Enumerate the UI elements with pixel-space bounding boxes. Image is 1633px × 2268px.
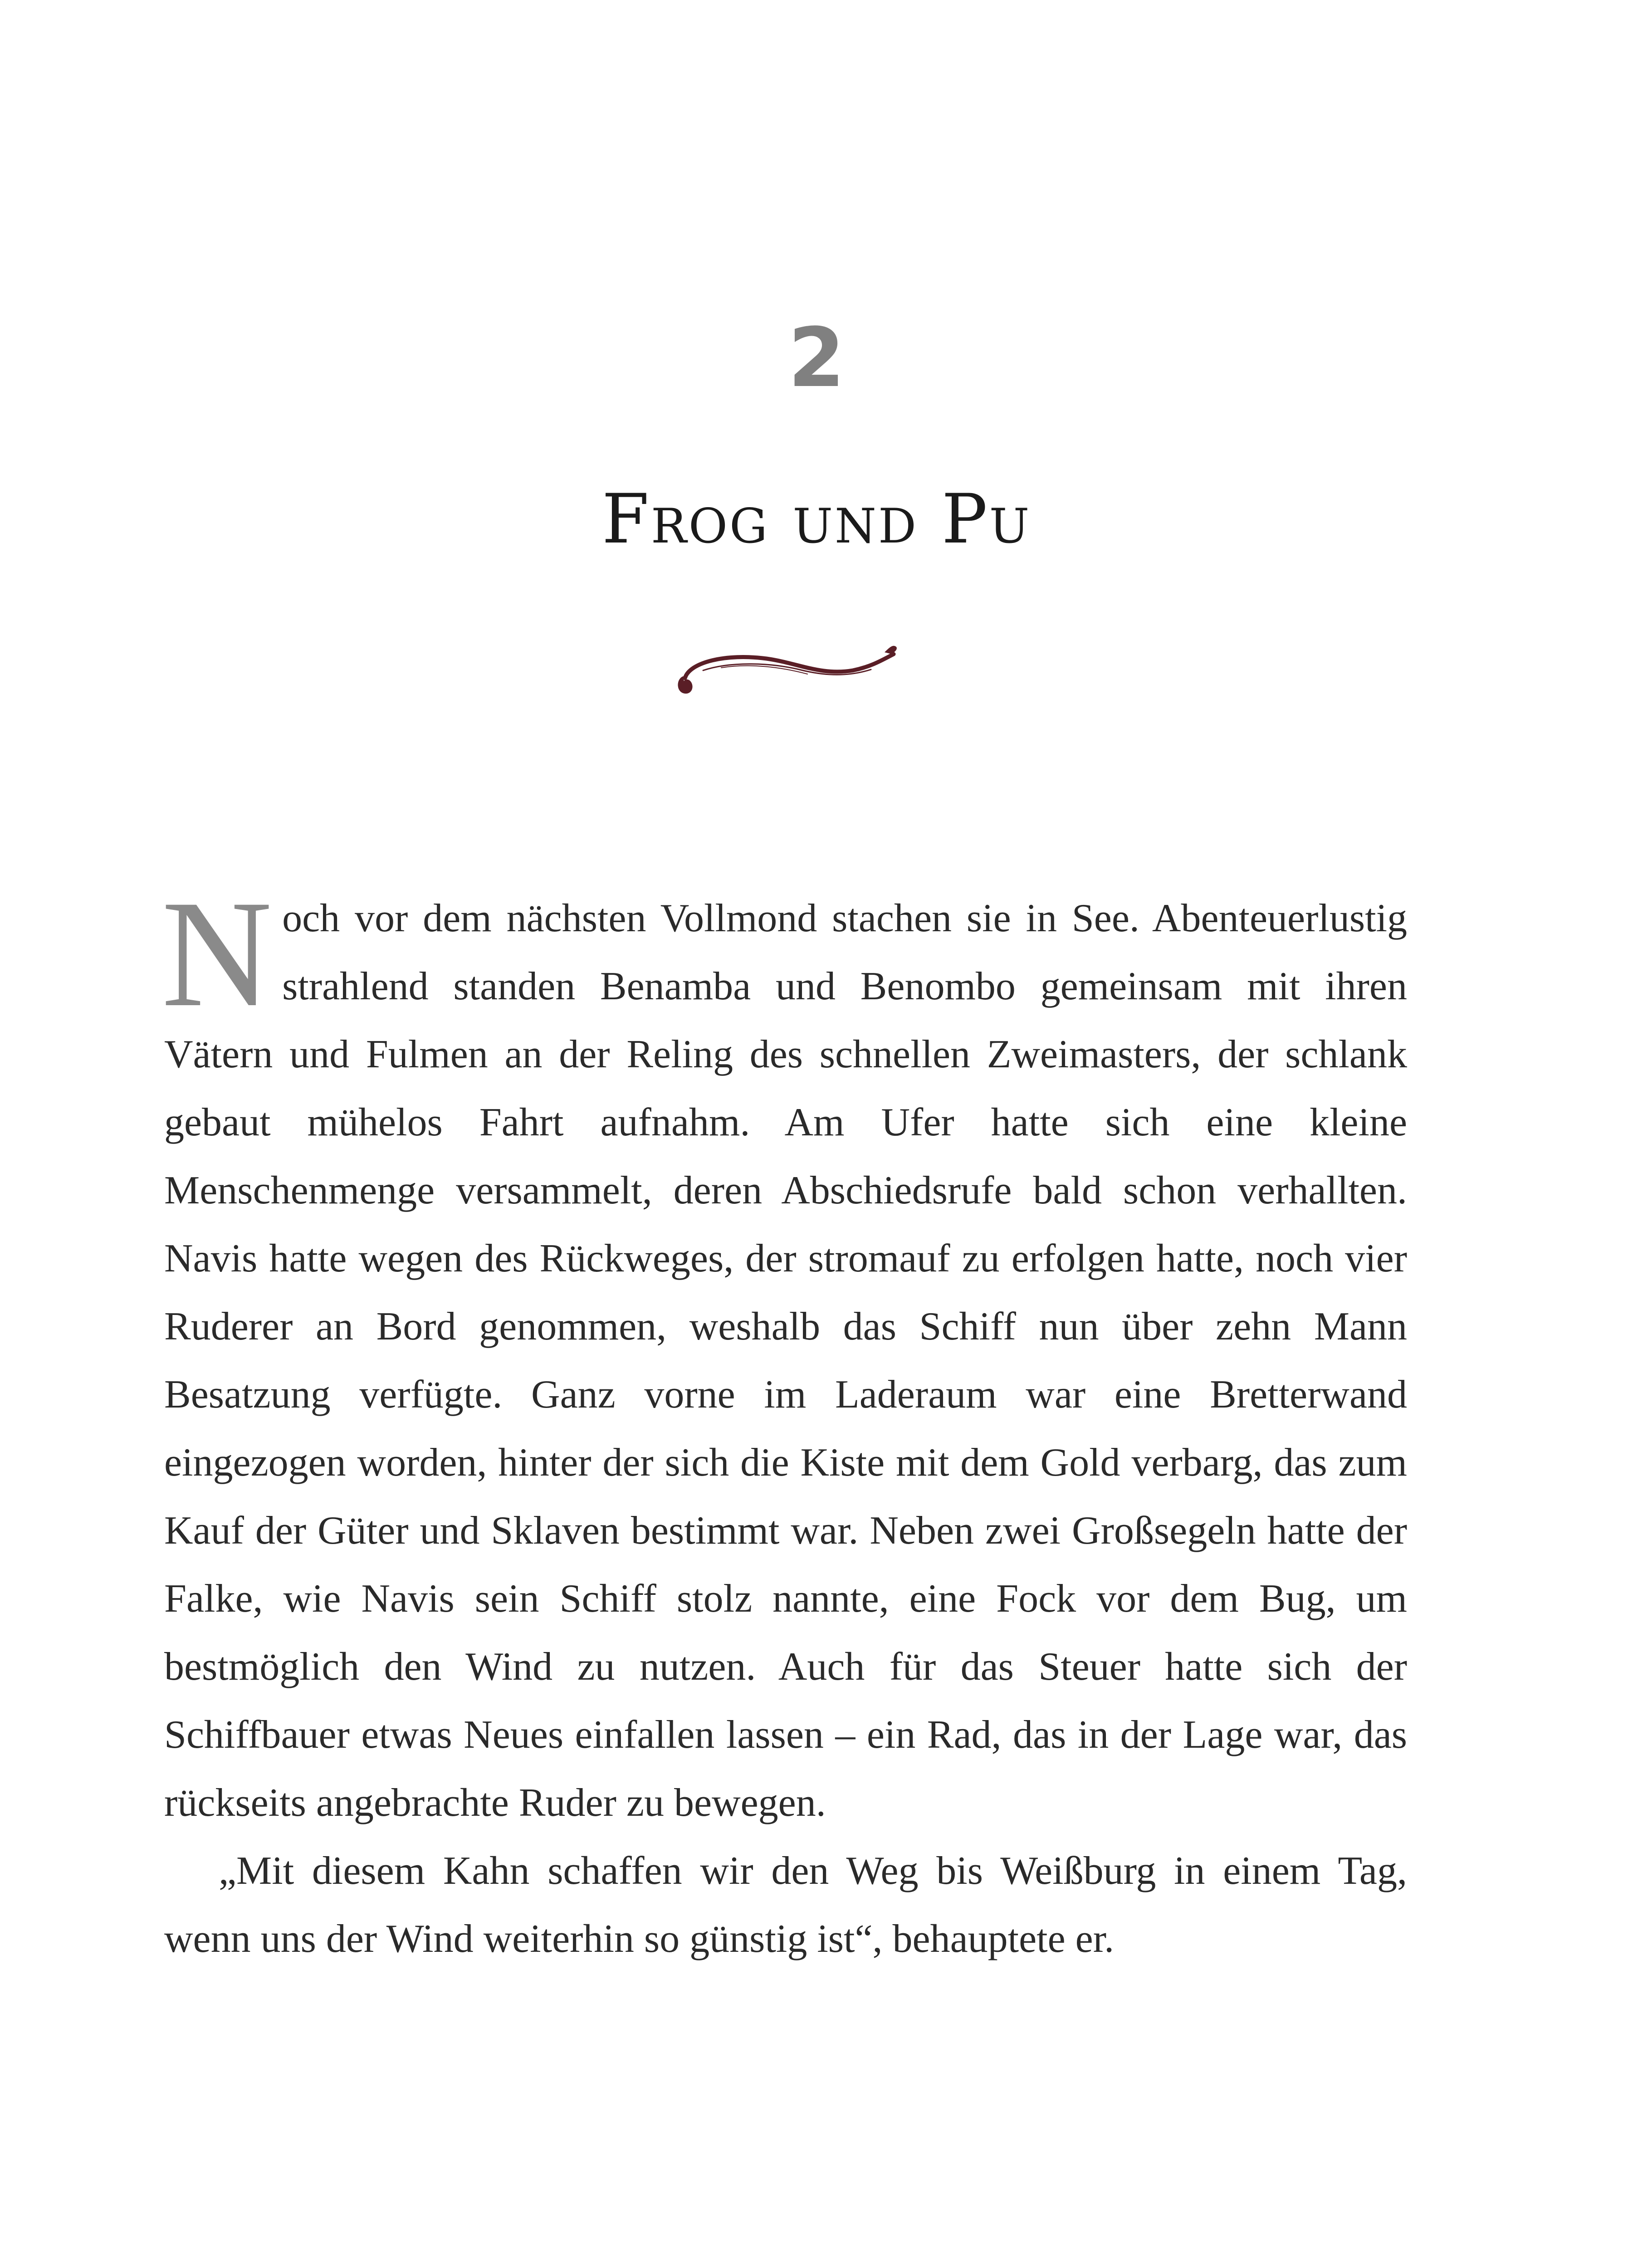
chapter-title: Frog und Pu bbox=[601, 480, 1032, 559]
drop-cap: N bbox=[161, 869, 273, 1039]
paragraph-1-text: och vor dem nächsten Vollmond stachen sie in See. Abenteuerlustig strahlend standen Benamba und Benombo gemeinsam mit ihren Vätern und Fulmen an der Reling des schnellen Zweimasters, der schlank gebaut mühelos Fahrt aufnahm. Am Ufer hatte sich eine kleine Menschenmenge versammelt, deren Abschiedsrufe bald schon verhallten. Navis hatte wegen des Rückweges, der stromauf zu erfolgen hatte, noch vier Ruderer an Bord genommen, weshalb das Schiff nun über zehn Mann Besatzung verfügte. Ganz vorne im Laderaum war eine Bretterwand eingezogen worden, hinter der sich die Kiste mit dem Gold verbarg, das zum Kauf der Güter und Sklaven bestimmt war. Neben zwei Großsegeln hatte der Falke, wie Navis sein Schiff stolz nannte, eine Fock vor dem Bug, um bestmöglich den Wind zu nutzen. Auch für das Steuer hatte sich der Schiffbauer etwas Neues einfallen lassen – ein Rad, das in der Lage war, das rückseits angebrachte Ruder zu bewegen. bbox=[164, 896, 1407, 1825]
paragraph-2: „Mit diesem Kahn schaffen wir den Weg bis Weißburg in einem Tag, wenn uns der Wind weiterhin so günstig ist“, behauptete er. bbox=[164, 1849, 1407, 1961]
swash-ornament-icon bbox=[671, 635, 898, 699]
paragraph-1 bbox=[161, 869, 1407, 1837]
chapter-body bbox=[161, 869, 1407, 1973]
chapter-number: 2 bbox=[788, 311, 845, 406]
